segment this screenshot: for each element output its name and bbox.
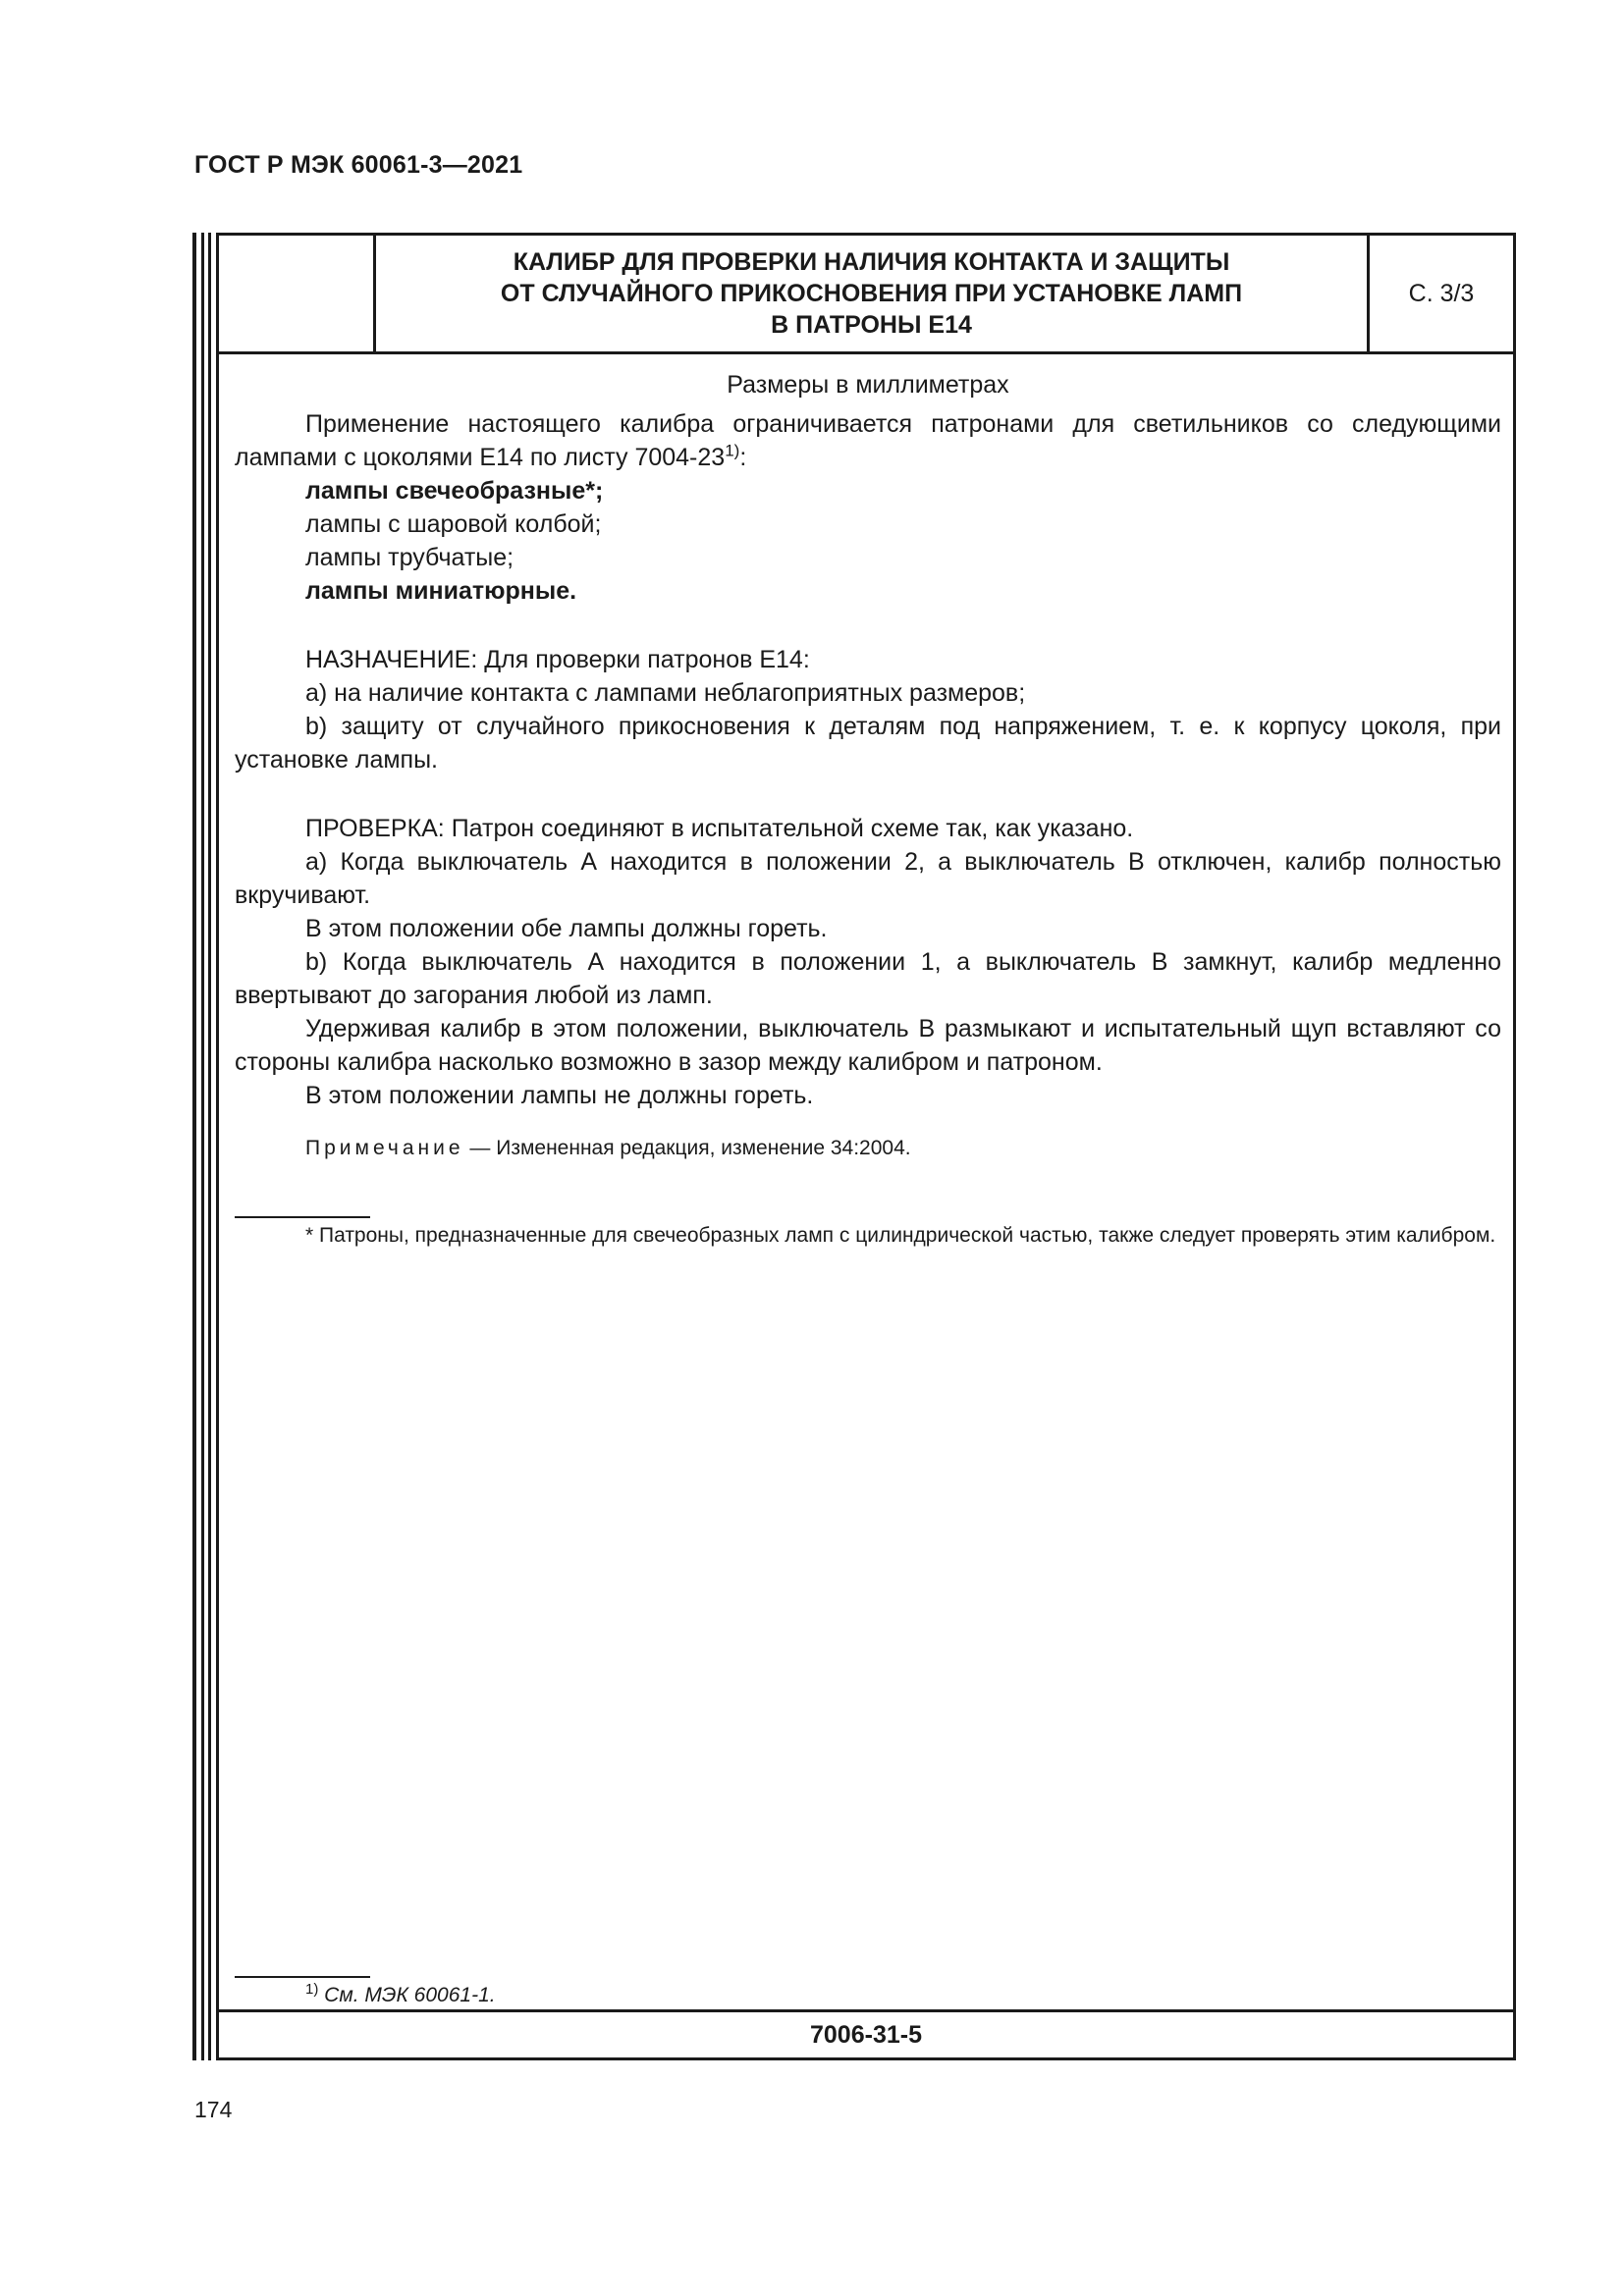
lamp-type-item: лампы трубчатые; xyxy=(305,544,514,571)
purpose-heading: НАЗНАЧЕНИЕ: Для проверки патронов Е14: xyxy=(305,646,810,673)
footnote-1-text: См. МЭК 60061-1. xyxy=(318,1984,496,2006)
sheet-content xyxy=(235,368,1501,1251)
footnote-1 xyxy=(305,1981,496,2010)
sheet-title xyxy=(376,236,1367,351)
title-line: ОТ СЛУЧАЙНОГО ПРИКОСНОВЕНИЯ ПРИ УСТАНОВКЕ ЛАМП xyxy=(500,280,1243,307)
header-empty-cell xyxy=(219,236,376,351)
page-number: 174 xyxy=(194,2097,233,2122)
footnote-separator xyxy=(235,1216,370,1218)
binding-line xyxy=(208,233,211,2060)
intro-text: Применение настоящего калибра ограничивается патронами для светильников со следующими лампами с цоколями Е14 по листу 7004-23 xyxy=(235,410,1501,471)
sheet-frame xyxy=(216,233,1516,2060)
check-item-b: b) Когда выключатель А находится в положении 1, а выключатель В замкнут, калибр медленно ввертывают до загорания любой из ламп. xyxy=(235,948,1501,1009)
sheet-page-label: С. 3/3 xyxy=(1367,236,1513,351)
purpose-item-b: b) защиту от случайного прикосновения к деталям под напряжением, т. е. к корпусу цоколя, при установке лампы. xyxy=(235,713,1501,774)
lamp-type-item: лампы свечеобразные*; xyxy=(305,477,604,505)
title-line: В ПАТРОНЫ Е14 xyxy=(771,311,972,339)
note-text: — Измененная редакция, изменение 34:2004. xyxy=(463,1137,911,1159)
intro-end: : xyxy=(739,444,747,471)
note-label: Примечание xyxy=(305,1137,464,1159)
dimensions-note: Размеры в миллиметрах xyxy=(727,371,1009,399)
lamp-type-item: лампы миниатюрные. xyxy=(305,577,577,605)
check-item-b-procedure: Удерживая калибр в этом положении, выключатель В размыкают и испытательный щуп вставляют со стороны калибра насколько возможно в зазор между калибром и патроном. xyxy=(235,1015,1501,1076)
sheet-number: 7006-31-5 xyxy=(219,2009,1513,2057)
footnote-star: * Патроны, предназначенные для свечеобразных ламп с цилиндрической частью, также следует проверять этим калибром. xyxy=(305,1224,1496,1247)
document-code: ГОСТ Р МЭК 60061-3—2021 xyxy=(194,151,523,179)
footnote-ref: 1) xyxy=(725,441,740,460)
binding-line xyxy=(192,233,196,2060)
title-line: КАЛИБР ДЛЯ ПРОВЕРКИ НАЛИЧИЯ КОНТАКТА И ЗАЩИТЫ xyxy=(513,248,1230,276)
binding-line xyxy=(201,233,204,2060)
check-item-b-result: В этом положении лампы не должны гореть. xyxy=(305,1082,814,1109)
sheet-header xyxy=(219,236,1513,354)
check-heading: ПРОВЕРКА: Патрон соединяют в испытательной схеме так, как указано. xyxy=(305,815,1134,842)
intro-paragraph xyxy=(235,407,1501,474)
check-item-a: a) Когда выключатель А находится в положении 2, а выключатель В отключен, калибр полностью вкручивают. xyxy=(235,848,1501,909)
check-item-a-result: В этом положении обе лампы должны гореть. xyxy=(305,915,828,942)
note xyxy=(235,1134,1501,1163)
footnote-1-mark: 1) xyxy=(305,1981,319,1998)
footnote-separator xyxy=(235,1976,370,1978)
purpose-item-a: a) на наличие контакта с лампами неблагоприятных размеров; xyxy=(305,679,1026,707)
lamp-type-item: лампы с шаровой колбой; xyxy=(305,510,602,538)
